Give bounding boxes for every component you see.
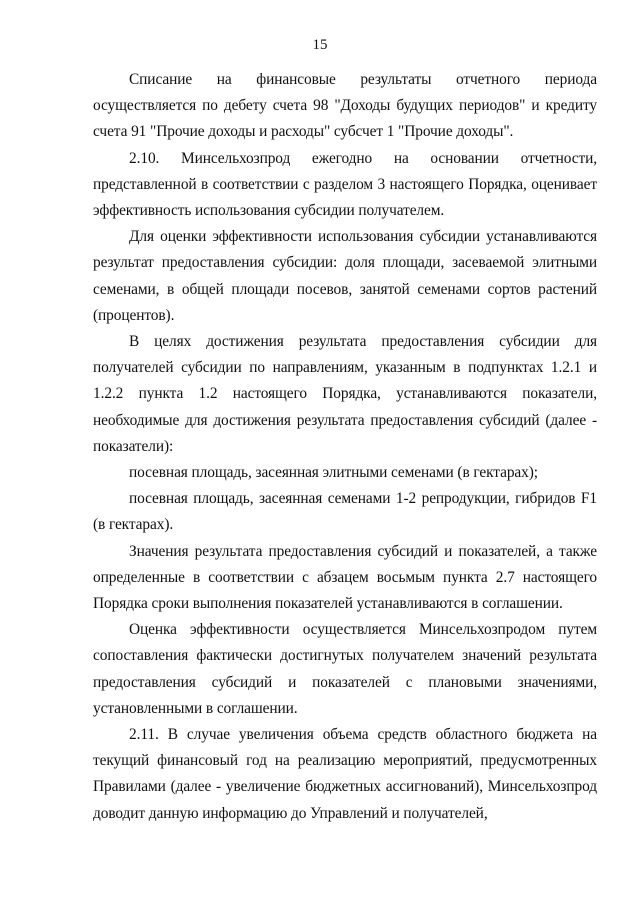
paragraph-indicator-elite-area: посевная площадь, засеянная элитными семенами (в гектарах);: [129, 464, 538, 482]
document-body: [93, 67, 597, 827]
paragraph-write-off: Списание на финансовые результаты отчетного периода осуществляется по дебету счета 98 "Доходы будущих периодов" и кредиту счета 91 "Прочие доходы и расходы" субсчет 1 "Прочие доходы".: [93, 71, 597, 141]
paragraph-2-11: 2.11. В случае увеличения объема средств областного бюджета на текущий финансовый год на реализацию мероприятий, предусмотренных Правилами (далее - увеличение бюджетных ассигнований), Минсельхозпрод доводит данную информацию до Управлений и получателей,: [93, 726, 597, 822]
paragraph-indicator-reproduction-area: посевная площадь, засеянная семенами 1-2 репродукции, гибридов F1 (в гектарах).: [93, 490, 597, 534]
page-number: 15: [312, 37, 328, 53]
paragraph-values-agreement: Значения результата предоставления субсидий и показателей, а также определенные в соответствии с абзацем восьмым пункта 2.7 настоящего Порядка сроки выполнения показателей устанавливаются в соглашении.: [93, 542, 597, 613]
paragraph-efficiency-assessment: Оценка эффективности осуществляется Минсельхозпродом путем сопоставления фактически достигнутых получателем значений результата предоставления субсидий и показателей с плановыми значениями, установленными в соглашении.: [93, 621, 597, 717]
paragraph-indicators: В целях достижения результата предоставления субсидии для получателей субсидии по направлениям, указанным в подпунктах 1.2.1 и 1.2.2 пункта 1.2 настоящего Порядка, устанавливаются показатели, необходимые для достижения результата предоставления субсидий (далее - показатели):: [93, 333, 597, 455]
paragraph-2-10: 2.10. Минсельхозпрод ежегодно на основании отчетности, представленной в соответствии с разделом 3 настоящего Порядка, оценивает эффективность использования субсидии получателем.: [93, 149, 597, 220]
paragraph-efficiency-result: Для оценки эффективности использования субсидии устанавливаются результат предоставления субсидии: доля площади, засеваемой элитными семенами, в общей площади посевов, занятой семенами сортов растений (процентов).: [93, 228, 597, 324]
